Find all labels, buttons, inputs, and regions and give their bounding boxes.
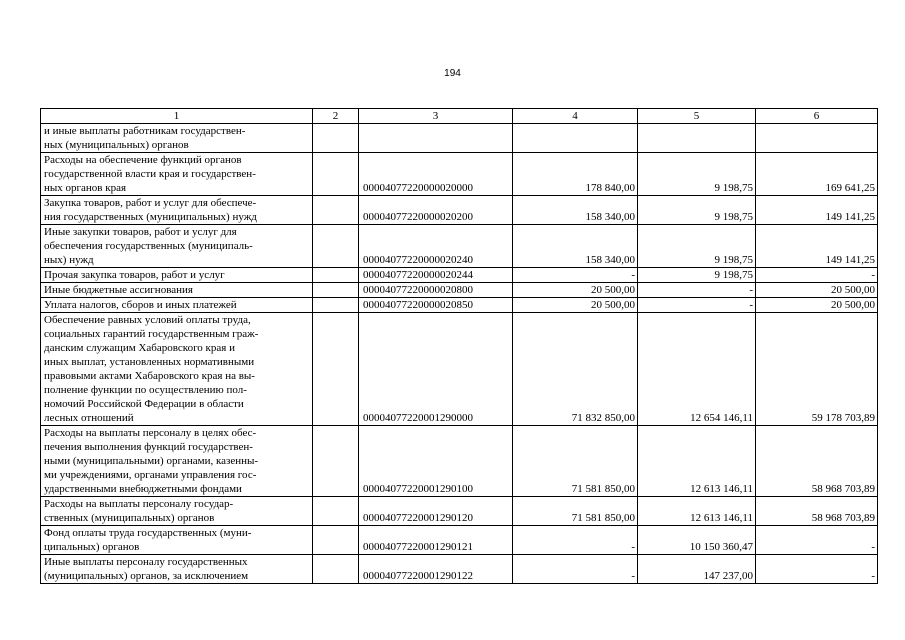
row-col-5-text: -: [749, 299, 753, 311]
row-name-cell: [41, 313, 313, 426]
row-code-text: 00004077220000020850: [363, 299, 473, 311]
row-col-6-text: 20 500,00: [831, 284, 875, 296]
row-code-cell: [359, 555, 513, 584]
row-col-6-text: 149 141,25: [825, 211, 875, 223]
row-col-5-text: 9 198,75: [714, 254, 753, 266]
row-code-cell: [359, 313, 513, 426]
row-col-5-cell: [638, 426, 756, 497]
row-code-text: 00004077220000020200: [363, 211, 473, 223]
table-row: [41, 497, 878, 526]
row-name-text: Иные выплаты персоналу государственных (муниципальных) органов, за исключением: [44, 556, 249, 582]
row-col-4-text: 71 581 850,00: [571, 483, 635, 495]
row-col-5-cell: [638, 497, 756, 526]
row-col-4-cell: [513, 526, 638, 555]
row-name-text: Иные бюджетные ассигнования: [44, 284, 193, 296]
row-col-4-cell: [513, 124, 638, 153]
row-col-5-cell: [638, 225, 756, 268]
row-col-6-cell: [756, 283, 878, 298]
row-code-text: 00004077220001290100: [363, 483, 473, 495]
row-name-cell: [41, 268, 313, 283]
row-name-text: Иные закупки товаров, работ и услуг для обеспечения государственных (муниципаль- ных) нужд: [44, 226, 253, 266]
row-col-6-cell: [756, 298, 878, 313]
header-col-4: 4: [513, 109, 638, 124]
row-code-cell: [359, 426, 513, 497]
row-code-text: 00004077220001290120: [363, 512, 473, 524]
row-col-4-cell: [513, 225, 638, 268]
header-row: [41, 109, 878, 124]
row-name-text: Уплата налогов, сборов и иных платежей: [44, 299, 237, 311]
row-name-cell: [41, 283, 313, 298]
row-col-2-cell: [313, 268, 359, 283]
row-col-6-cell: [756, 124, 878, 153]
row-col-6-text: 149 141,25: [825, 254, 875, 266]
table-row: [41, 526, 878, 555]
row-col-5-text: 9 198,75: [714, 182, 753, 194]
header-col-1: 1: [41, 109, 313, 124]
row-col-6-text: 58 968 703,89: [811, 512, 875, 524]
row-col-4-text: -: [631, 541, 635, 553]
row-col-2-cell: [313, 497, 359, 526]
row-name-cell: [41, 426, 313, 497]
row-code-text: 00004077220000020244: [363, 269, 473, 281]
row-code-cell: [359, 298, 513, 313]
row-code-cell: [359, 153, 513, 196]
row-col-5-cell: [638, 526, 756, 555]
row-col-2-cell: [313, 124, 359, 153]
row-col-5-text: -: [749, 284, 753, 296]
row-name-text: Прочая закупка товаров, работ и услуг: [44, 269, 225, 281]
row-name-cell: [41, 196, 313, 225]
row-col-6-cell: [756, 526, 878, 555]
row-name-text: и иные выплаты работникам государствен- ных (муниципальных) органов: [44, 125, 246, 151]
row-col-4-text: 20 500,00: [591, 284, 635, 296]
row-name-text: Расходы на выплаты персоналу в целях обес- печения выполнения функций государствен- ными (муниципальными) органами, казенны- ми учреждениями, органами управления гос- ударственными внебюджетными фондами: [44, 427, 259, 495]
row-col-2-cell: [313, 196, 359, 225]
row-code-cell: [359, 268, 513, 283]
row-col-2-cell: [313, 283, 359, 298]
row-name-text: Фонд оплаты труда государственных (муни- ципальных) органов: [44, 527, 252, 553]
row-col-6-text: 59 178 703,89: [811, 412, 875, 424]
row-col-4-cell: [513, 497, 638, 526]
row-col-5-cell: [638, 268, 756, 283]
row-col-2-cell: [313, 225, 359, 268]
row-col-6-cell: [756, 268, 878, 283]
row-col-4-cell: [513, 298, 638, 313]
row-code-cell: [359, 497, 513, 526]
row-name-text: Расходы на обеспечение функций органов государственной власти края и государствен- ных органов края: [44, 154, 256, 194]
table-row: [41, 298, 878, 313]
row-col-4-cell: [513, 283, 638, 298]
row-col-4-cell: [513, 196, 638, 225]
row-col-6-text: 169 641,25: [825, 182, 875, 194]
row-code-cell: [359, 124, 513, 153]
row-name-cell: [41, 526, 313, 555]
row-col-6-cell: [756, 497, 878, 526]
row-col-5-cell: [638, 313, 756, 426]
row-col-4-text: -: [631, 269, 635, 281]
budget-table: [40, 108, 878, 584]
row-name-cell: [41, 124, 313, 153]
row-col-2-cell: [313, 298, 359, 313]
table-row: [41, 124, 878, 153]
row-col-5-text: 10 150 360,47: [689, 541, 753, 553]
row-col-6-cell: [756, 555, 878, 584]
row-col-6-text: 20 500,00: [831, 299, 875, 311]
row-name-text: Расходы на выплаты персоналу государ- ственных (муниципальных) органов: [44, 498, 234, 524]
row-code-text: 00004077220001290000: [363, 412, 473, 424]
row-name-cell: [41, 225, 313, 268]
row-code-text: 00004077220001290121: [363, 541, 473, 553]
header-col-2: 2: [313, 109, 359, 124]
row-name-cell: [41, 555, 313, 584]
row-col-4-text: 71 581 850,00: [571, 512, 635, 524]
row-col-5-cell: [638, 555, 756, 584]
row-name-cell: [41, 497, 313, 526]
row-col-5-text: 12 613 146,11: [690, 483, 753, 495]
row-code-cell: [359, 526, 513, 555]
table-row: [41, 555, 878, 584]
row-col-6-cell: [756, 225, 878, 268]
row-col-6-cell: [756, 153, 878, 196]
row-code-text: 00004077220001290122: [363, 570, 473, 582]
row-col-5-cell: [638, 196, 756, 225]
row-col-6-text: -: [871, 570, 875, 582]
row-col-4-cell: [513, 268, 638, 283]
row-code-text: 00004077220000020800: [363, 284, 473, 296]
row-col-5-text: 12 654 146,11: [690, 412, 753, 424]
header-col-6: 6: [756, 109, 878, 124]
row-code-cell: [359, 196, 513, 225]
row-col-4-cell: [513, 426, 638, 497]
row-col-6-text: 58 968 703,89: [811, 483, 875, 495]
table-row: [41, 313, 878, 426]
table-row: [41, 225, 878, 268]
row-col-4-text: 20 500,00: [591, 299, 635, 311]
row-col-5-cell: [638, 283, 756, 298]
row-col-4-text: -: [631, 570, 635, 582]
row-col-2-cell: [313, 153, 359, 196]
row-code-text: 00004077220000020000: [363, 182, 473, 194]
row-col-5-text: 12 613 146,11: [690, 512, 753, 524]
row-code-cell: [359, 283, 513, 298]
header-col-5: 5: [638, 109, 756, 124]
row-col-4-text: 178 840,00: [585, 182, 635, 194]
row-col-5-text: 9 198,75: [714, 211, 753, 223]
row-col-6-cell: [756, 313, 878, 426]
row-col-5-text: 9 198,75: [714, 269, 753, 281]
row-code-cell: [359, 225, 513, 268]
table-row: [41, 268, 878, 283]
table-row: [41, 153, 878, 196]
table-row: [41, 283, 878, 298]
row-col-5-cell: [638, 298, 756, 313]
page-number: 194: [444, 68, 461, 79]
row-col-6-text: -: [871, 541, 875, 553]
row-col-6-cell: [756, 196, 878, 225]
row-col-2-cell: [313, 426, 359, 497]
row-col-4-text: 71 832 850,00: [571, 412, 635, 424]
row-col-5-cell: [638, 153, 756, 196]
header-col-3: 3: [359, 109, 513, 124]
row-col-5-text: 147 237,00: [703, 570, 753, 582]
row-code-text: 00004077220000020240: [363, 254, 473, 266]
row-col-4-text: 158 340,00: [585, 211, 635, 223]
row-col-6-cell: [756, 426, 878, 497]
row-col-6-text: -: [871, 269, 875, 281]
row-col-2-cell: [313, 526, 359, 555]
row-col-4-cell: [513, 555, 638, 584]
row-col-4-cell: [513, 313, 638, 426]
row-col-4-cell: [513, 153, 638, 196]
row-col-2-cell: [313, 313, 359, 426]
row-name-cell: [41, 153, 313, 196]
table-row: [41, 426, 878, 497]
row-name-text: Обеспечение равных условий оплаты труда, социальных гарантий государственным граж- данским служащим Хабаровского края и иных выплат, установленных нормативными правовыми актами Хабаровского края на вы- полнение функции по осуществлению пол- номочий Российской Федерации в области лесных отношений: [44, 314, 259, 424]
row-col-5-cell: [638, 124, 756, 153]
row-col-4-text: 158 340,00: [585, 254, 635, 266]
row-col-2-cell: [313, 555, 359, 584]
table-row: [41, 196, 878, 225]
row-name-text: Закупка товаров, работ и услуг для обеспече- ния государственных (муниципальных) нужд: [44, 197, 257, 223]
row-name-cell: [41, 298, 313, 313]
